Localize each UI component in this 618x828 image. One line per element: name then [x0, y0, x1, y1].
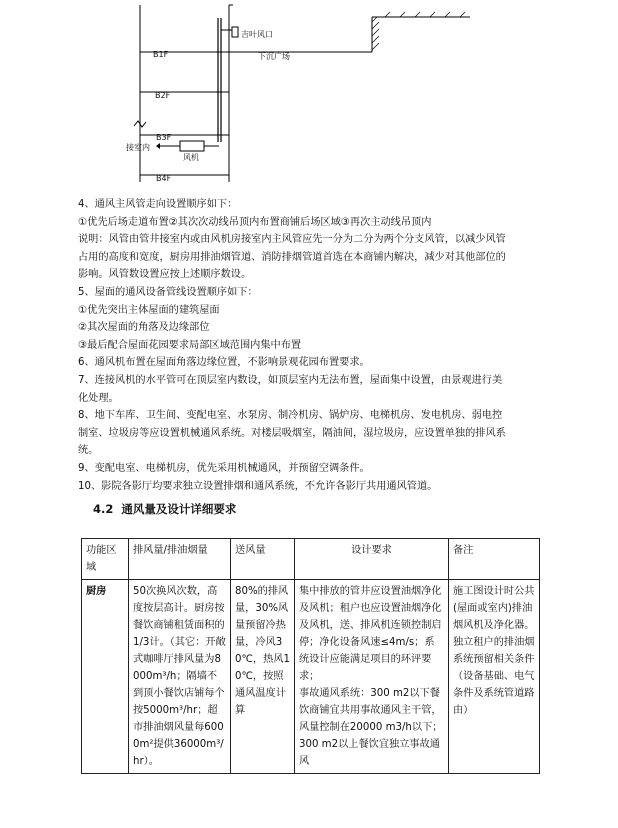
header-notes: 备注	[449, 539, 540, 580]
arrow-icon	[156, 143, 160, 149]
section-number: 4.2	[93, 502, 114, 516]
cell-design	[295, 580, 449, 774]
paragraph-line: 10、影院各影厅均要求独立设置排烟和通风系统，不允许各影厅共用通风管道。	[78, 480, 438, 492]
header-supply: 送风量	[231, 539, 295, 580]
table-header-row	[82, 539, 540, 580]
body-text	[78, 196, 598, 495]
paragraph-line: 9、变配电室、电梯机房，优先采用机械通风，并预留空调条件。	[78, 462, 370, 474]
sunken-plaza-label: 下沉广场	[258, 52, 290, 61]
paragraph-line: ②其次屋面的角落及边缘部位	[78, 322, 210, 334]
paragraph-line: ③最后配合屋面花园要求局部区域范围内集中布置	[78, 339, 302, 351]
ventilation-requirements-table	[81, 538, 540, 774]
floor-label-b1: B1F	[153, 50, 169, 59]
header-area: 功能区域	[82, 539, 129, 580]
paragraph-line: 8、地下车库、卫生间、变配电室、水泵房、制冷机房、锅炉房、电梯机房、发电机房、弱电控	[78, 410, 503, 422]
floor-label-b3: B3F	[156, 133, 172, 142]
air-intake-louvre	[232, 27, 238, 37]
cell-supply: 80%的排风量，30%风量预留冷热量，冷风30℃，热风10℃，按照通风温度计算	[231, 580, 295, 774]
paragraph-line: 化处理。	[78, 392, 119, 404]
cell-notes: 施工图设计时公共(屋面或室内)排油烟风机及净化器。独立租户的排油烟系统预留相关条件（设备基础、电气条件及系统管道路由）	[449, 580, 540, 774]
paragraph-line: 6、通风机布置在屋面角落边缘位置，不影响景观花园布置要求。	[78, 357, 370, 369]
paragraph-line: 7、连接风机的水平管可在顶层室内数设，如顶层室内无法布置，屋面集中设置，由景观进行美	[78, 374, 503, 386]
floor-label-b2: B2F	[155, 91, 171, 100]
air-intake-label: 吉叶风口	[241, 30, 273, 39]
section-diagram	[0, 0, 618, 195]
paragraph-line: 制室、垃圾房等应设置机械通风系统。对楼层吸烟室，隔油间，湿垃圾房，应设置单独的排风系	[78, 427, 506, 439]
paragraph-line: ①优先后场走道布置②其次次动线吊顶内布置商铺后场区域③再次主动线吊顶内	[78, 216, 432, 228]
building-section-svg	[0, 0, 618, 195]
fan-label: 风机	[183, 153, 199, 162]
section-title: 通风量及设计详细要求	[121, 502, 237, 516]
design-requirement-2: 事故通风系统：300 m2以下餐饮商铺宜共用事故通风主干管，风量控制在20000 m3/h以下；300 m2以上餐饮宜独立事故通风	[299, 688, 443, 767]
paragraph-line: 占用的高度和宽度，厨房用排油烟管道、消防排烟管道首选在本商铺内解决，减少对其他部位的	[78, 251, 506, 263]
paragraph-line: ①优先突出主体屋面的建筑屋面	[78, 304, 220, 316]
header-exhaust: 排风量/排油烟量	[129, 539, 231, 580]
wall-hatching	[372, 12, 465, 50]
cell-exhaust: 50次换风次数，高度按层高计。厨房按餐饮商铺租赁面积的1/3计。（其它：开敞式咖啡厅排风量为8000m³/h；隔墙不到顶小餐饮店铺每个按5000m³/hr；超市排油烟风量每6000m²提供36000m³/hr）。	[129, 580, 231, 774]
paragraph-line: 4、通风主风管走向设置顺序如下：	[78, 199, 238, 210]
paragraph-line: 5、屋面的通风设备管线设置顺序如下：	[78, 286, 258, 298]
section-heading	[93, 501, 236, 517]
paragraph-line: 统。	[78, 445, 99, 457]
fan-box	[180, 141, 204, 151]
cell-area: 厨房	[82, 580, 129, 774]
paragraph-line: 影响。风管数设置应按上述顺序数设。	[78, 269, 252, 281]
connect-indoor-label: 接室内	[126, 143, 150, 152]
floor-label-b4: B4F	[156, 174, 172, 183]
header-design: 设计要求	[295, 539, 449, 580]
table-row	[82, 580, 540, 774]
paragraph-line: 说明：风管由管井接室内或由风机房接室内主风管应先一分为二分为两个分支风管，以减少风管	[78, 234, 506, 246]
design-requirement-1: 集中排放的管井应设置油烟净化及风机；租户也应设置油烟净化及风机，送、排风机连锁控制启停；净化设备风速≤4m/s；系统设计应能满足项目的环评要求；	[299, 586, 442, 682]
